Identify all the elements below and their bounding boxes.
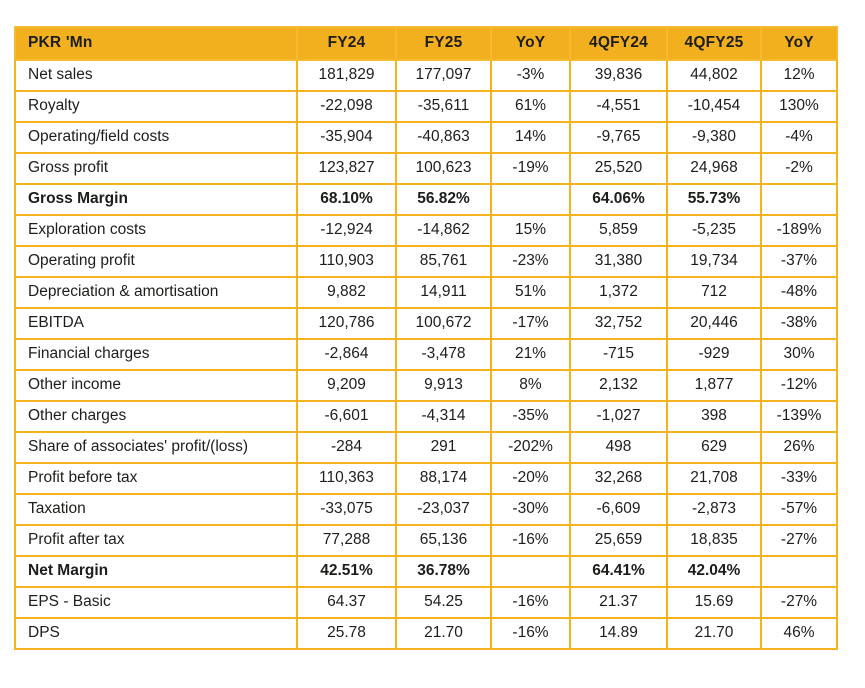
- table-row: [15, 494, 837, 525]
- column-header-pkr-mn: PKR 'Mn: [15, 27, 297, 60]
- row-label: Operating/field costs: [15, 122, 297, 153]
- cell-fy25: -23,037: [396, 494, 491, 525]
- row-label: Net Margin: [15, 556, 297, 587]
- cell-fy25: 54.25: [396, 587, 491, 618]
- table-row: [15, 525, 837, 556]
- cell-4qfy25: 21,708: [667, 463, 761, 494]
- cell-fy25: 9,913: [396, 370, 491, 401]
- cell-yoy-quarter: 46%: [761, 618, 837, 649]
- row-label: Other charges: [15, 401, 297, 432]
- table-row: [15, 153, 837, 184]
- row-label: DPS: [15, 618, 297, 649]
- table-row: [15, 432, 837, 463]
- cell-4qfy25: 20,446: [667, 308, 761, 339]
- cell-fy25: 14,911: [396, 277, 491, 308]
- cell-4qfy25: -10,454: [667, 91, 761, 122]
- row-label: Exploration costs: [15, 215, 297, 246]
- cell-4qfy24: 25,520: [570, 153, 667, 184]
- row-label: Royalty: [15, 91, 297, 122]
- cell-4qfy24: -1,027: [570, 401, 667, 432]
- table-row: [15, 60, 837, 91]
- cell-fy24: 77,288: [297, 525, 396, 556]
- cell-yoy: -30%: [491, 494, 570, 525]
- table-row: [15, 246, 837, 277]
- row-label: Depreciation & amortisation: [15, 277, 297, 308]
- cell-4qfy24: 32,268: [570, 463, 667, 494]
- cell-fy24: 42.51%: [297, 556, 396, 587]
- cell-fy25: 88,174: [396, 463, 491, 494]
- cell-fy25: 65,136: [396, 525, 491, 556]
- cell-4qfy25: 15.69: [667, 587, 761, 618]
- column-header-4qfy24: 4QFY24: [570, 27, 667, 60]
- cell-yoy-quarter: -48%: [761, 277, 837, 308]
- cell-fy24: 25.78: [297, 618, 396, 649]
- cell-4qfy25: 18,835: [667, 525, 761, 556]
- cell-4qfy25: 42.04%: [667, 556, 761, 587]
- cell-4qfy24: 64.06%: [570, 184, 667, 215]
- cell-4qfy24: 5,859: [570, 215, 667, 246]
- cell-yoy: 61%: [491, 91, 570, 122]
- cell-yoy: 14%: [491, 122, 570, 153]
- cell-yoy-quarter: 12%: [761, 60, 837, 91]
- cell-yoy-quarter: 26%: [761, 432, 837, 463]
- cell-4qfy24: -715: [570, 339, 667, 370]
- cell-fy25: -4,314: [396, 401, 491, 432]
- cell-4qfy24: -9,765: [570, 122, 667, 153]
- row-label: Profit before tax: [15, 463, 297, 494]
- cell-fy24: 64.37: [297, 587, 396, 618]
- table-row: [15, 215, 837, 246]
- cell-yoy: -3%: [491, 60, 570, 91]
- table-row: [15, 556, 837, 587]
- cell-fy25: 36.78%: [396, 556, 491, 587]
- cell-fy24: -2,864: [297, 339, 396, 370]
- row-label: Other income: [15, 370, 297, 401]
- cell-4qfy25: -2,873: [667, 494, 761, 525]
- cell-4qfy25: 55.73%: [667, 184, 761, 215]
- column-header-4qfy25: 4QFY25: [667, 27, 761, 60]
- cell-fy25: -3,478: [396, 339, 491, 370]
- cell-fy25: 100,672: [396, 308, 491, 339]
- cell-yoy-quarter: -27%: [761, 587, 837, 618]
- cell-fy25: 177,097: [396, 60, 491, 91]
- cell-yoy: -16%: [491, 618, 570, 649]
- cell-4qfy24: 39,836: [570, 60, 667, 91]
- cell-yoy-quarter: -27%: [761, 525, 837, 556]
- column-header-yoy: YoY: [491, 27, 570, 60]
- cell-4qfy25: 398: [667, 401, 761, 432]
- cell-4qfy24: 14.89: [570, 618, 667, 649]
- table-row: [15, 277, 837, 308]
- table-row: [15, 370, 837, 401]
- cell-4qfy25: -9,380: [667, 122, 761, 153]
- column-header-fy24: FY24: [297, 27, 396, 60]
- cell-yoy-quarter: -38%: [761, 308, 837, 339]
- table-row: [15, 91, 837, 122]
- cell-fy25: -14,862: [396, 215, 491, 246]
- cell-yoy-quarter: -2%: [761, 153, 837, 184]
- cell-fy25: 21.70: [396, 618, 491, 649]
- column-header-fy25: FY25: [396, 27, 491, 60]
- cell-4qfy24: 1,372: [570, 277, 667, 308]
- cell-fy24: 123,827: [297, 153, 396, 184]
- cell-yoy-quarter: -33%: [761, 463, 837, 494]
- row-label: Financial charges: [15, 339, 297, 370]
- row-label: Operating profit: [15, 246, 297, 277]
- cell-yoy-quarter: -12%: [761, 370, 837, 401]
- column-header-yoy-quarter: YoY: [761, 27, 837, 60]
- cell-yoy-quarter: -37%: [761, 246, 837, 277]
- cell-4qfy25: 1,877: [667, 370, 761, 401]
- table-row: [15, 463, 837, 494]
- cell-4qfy24: -6,609: [570, 494, 667, 525]
- cell-4qfy24: 32,752: [570, 308, 667, 339]
- cell-yoy: -20%: [491, 463, 570, 494]
- cell-4qfy24: 31,380: [570, 246, 667, 277]
- cell-fy24: 181,829: [297, 60, 396, 91]
- cell-fy24: 120,786: [297, 308, 396, 339]
- table-header-row: [15, 27, 837, 60]
- cell-fy24: 9,882: [297, 277, 396, 308]
- cell-fy24: 68.10%: [297, 184, 396, 215]
- cell-yoy-quarter: -139%: [761, 401, 837, 432]
- cell-yoy: [491, 184, 570, 215]
- table-row: [15, 184, 837, 215]
- cell-yoy-quarter: [761, 556, 837, 587]
- cell-yoy-quarter: -189%: [761, 215, 837, 246]
- cell-fy24: 110,363: [297, 463, 396, 494]
- cell-yoy: -23%: [491, 246, 570, 277]
- cell-4qfy24: 498: [570, 432, 667, 463]
- cell-yoy-quarter: -57%: [761, 494, 837, 525]
- cell-fy25: 291: [396, 432, 491, 463]
- cell-4qfy25: 629: [667, 432, 761, 463]
- table-row: [15, 618, 837, 649]
- cell-4qfy24: 2,132: [570, 370, 667, 401]
- cell-4qfy25: 19,734: [667, 246, 761, 277]
- cell-yoy: 51%: [491, 277, 570, 308]
- row-label: Share of associates' profit/(loss): [15, 432, 297, 463]
- cell-yoy-quarter: [761, 184, 837, 215]
- cell-yoy: -16%: [491, 525, 570, 556]
- cell-yoy-quarter: 130%: [761, 91, 837, 122]
- cell-fy24: -12,924: [297, 215, 396, 246]
- financial-results-table: [14, 26, 838, 650]
- table-row: [15, 339, 837, 370]
- cell-yoy: -202%: [491, 432, 570, 463]
- cell-4qfy24: 21.37: [570, 587, 667, 618]
- cell-yoy: -16%: [491, 587, 570, 618]
- cell-fy25: -35,611: [396, 91, 491, 122]
- row-label: EPS - Basic: [15, 587, 297, 618]
- cell-yoy: -17%: [491, 308, 570, 339]
- cell-yoy: 8%: [491, 370, 570, 401]
- row-label: Gross profit: [15, 153, 297, 184]
- cell-fy24: -35,904: [297, 122, 396, 153]
- cell-fy24: 9,209: [297, 370, 396, 401]
- cell-fy24: -22,098: [297, 91, 396, 122]
- cell-4qfy25: -5,235: [667, 215, 761, 246]
- cell-4qfy25: 21.70: [667, 618, 761, 649]
- table-row: [15, 122, 837, 153]
- cell-4qfy25: 712: [667, 277, 761, 308]
- cell-4qfy24: 25,659: [570, 525, 667, 556]
- cell-4qfy25: 44,802: [667, 60, 761, 91]
- cell-4qfy25: -929: [667, 339, 761, 370]
- cell-fy25: 56.82%: [396, 184, 491, 215]
- row-label: Net sales: [15, 60, 297, 91]
- cell-fy24: -33,075: [297, 494, 396, 525]
- row-label: EBITDA: [15, 308, 297, 339]
- table-row: [15, 401, 837, 432]
- cell-fy24: -6,601: [297, 401, 396, 432]
- row-label: Gross Margin: [15, 184, 297, 215]
- table-row: [15, 587, 837, 618]
- cell-yoy-quarter: 30%: [761, 339, 837, 370]
- cell-yoy: -35%: [491, 401, 570, 432]
- cell-yoy-quarter: -4%: [761, 122, 837, 153]
- cell-fy25: 85,761: [396, 246, 491, 277]
- cell-fy24: -284: [297, 432, 396, 463]
- cell-fy24: 110,903: [297, 246, 396, 277]
- table-body: [15, 60, 837, 649]
- cell-yoy: -19%: [491, 153, 570, 184]
- cell-fy25: -40,863: [396, 122, 491, 153]
- cell-yoy: 21%: [491, 339, 570, 370]
- cell-fy25: 100,623: [396, 153, 491, 184]
- row-label: Taxation: [15, 494, 297, 525]
- cell-4qfy24: 64.41%: [570, 556, 667, 587]
- cell-4qfy24: -4,551: [570, 91, 667, 122]
- row-label: Profit after tax: [15, 525, 297, 556]
- table-row: [15, 308, 837, 339]
- cell-yoy: 15%: [491, 215, 570, 246]
- cell-yoy: [491, 556, 570, 587]
- cell-4qfy25: 24,968: [667, 153, 761, 184]
